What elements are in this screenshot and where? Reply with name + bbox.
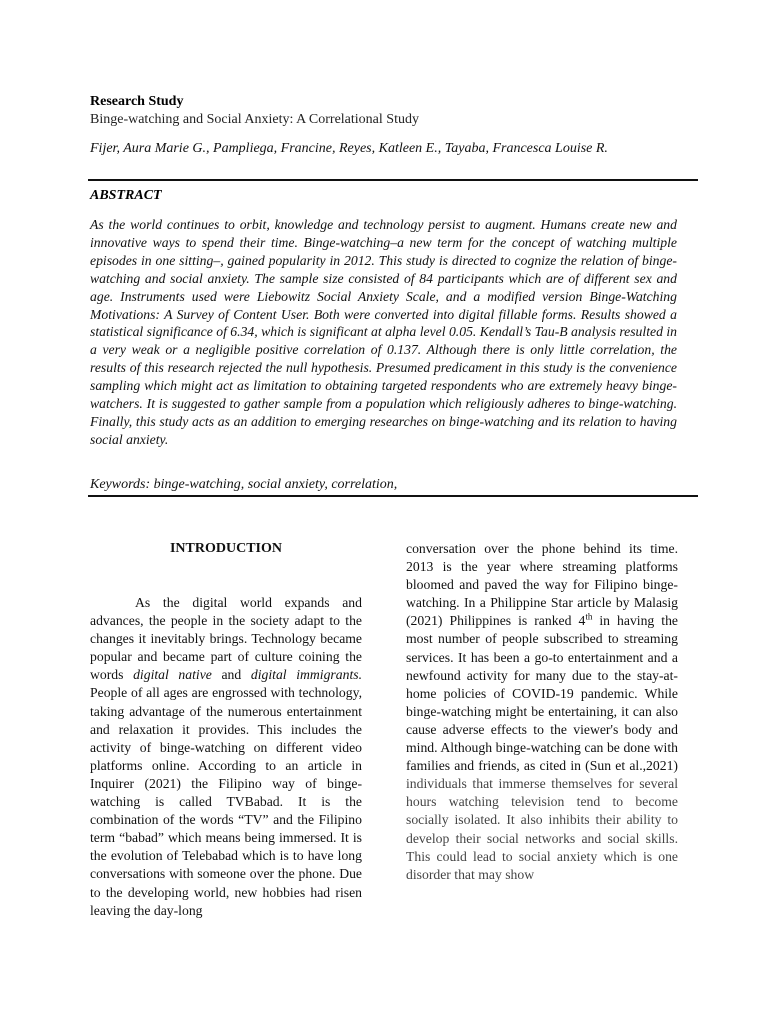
right-text-a: conversation over the phone behind its time. 2013 is the year where streaming platforms bloomed and paved the way for Filipino binge-watching. In a Philippine Star article by Malasig (2021) Philippines is ranked 4 <box>406 541 678 629</box>
intro-paragraph-continued <box>406 540 678 884</box>
right-column <box>406 540 678 884</box>
left-column <box>90 540 362 920</box>
term-digital-immigrants: digital immigrants. <box>250 667 362 683</box>
right-text-c: individuals that immerse themselves for several hours watching television tend to become socially isolated. It also inhibits their ability to develop their social networks and social skills. This could lead to social anxiety which is one disorder that may show <box>406 776 678 882</box>
author-list: Fijer, Aura Marie G., Pampliega, Francine, Reyes, Katleen E., Tayaba, Francesca Louise R. <box>90 141 608 156</box>
abstract-body: As the world continues to orbit, knowledge and technology persist to augment. Humans create new and innovative ways to spend their time. Binge-watching–a new term for the concept of watching multiple episodes in one sitting–, gained popularity in 2012. This study is directed to cognize the relation of binge-watching and social anxiety. The sample size consisted of 84 participants which are of different sex and age. Instruments used were Liebowitz Social Anxiety Scale, and a modified version Binge-Watching Motivations: A Survey of Content User. Both were converted into digital fillable forms. Results showed a statistical significance of 6.34, which is significant at alpha level 0.05. Kendall’s Tau-B analysis resulted in a very weak or a negligible positive correlation of 0.137. Although there is only little correlation, the results of this research rejected the null hypothesis. Presumed predicament in this study is the convenience sampling which might act as limitation to obtaining targeted respondents who are extremely heavy binge-watchers. It is suggested to gather sample from a population which religiously adheres to binge-watching. Finally, this study acts as an addition to emerging researches on binge-watching and its relation to having social anxiety. <box>90 217 677 447</box>
right-text-b: in having the most number of people subscribed to streaming services. It has been a go-to entertainment and a newfound activity for many due to the stay-at-home policies of COVID-19 pandemic. While binge-watching might be entertaining, it can also cause adverse effects to the viewer's body and mind. Although binge-watching can be done with families and friends, as cited in (Sun et al.,2021) <box>406 613 679 774</box>
paper-title: Binge-watching and Social Anxiety: A Correlational Study <box>90 112 419 127</box>
ordinal-superscript: th <box>585 611 593 622</box>
intro-text-a: As the digital world expands and advances, the people in the society adapt to the changes it inevitably brings. Technology became popular and became part of culture coining the words <box>90 595 362 683</box>
intro-paragraph-1 <box>90 594 362 920</box>
document-type-label: Research Study <box>90 94 184 109</box>
bottom-divider <box>88 495 698 497</box>
intro-text-b: People of all ages are engrossed with technology, taking advantage of the numerous entertainment and relaxation it provides. This includes the activity of binge-watching on different video platforms online. According to an article in Inquirer (2021) the Filipino way of binge-watching is called TVBabad. It is the combination of the words “TV” and the Filipino term “babad” which means being immersed. It is the evolution of Telebabad which is to have long conversations with someone over the phone. Due to the developing world, new hobbies had risen leaving the day-long <box>90 685 362 918</box>
keywords: Keywords: binge-watching, social anxiety, correlation, <box>90 477 398 492</box>
intro-text-and: and <box>211 667 251 683</box>
introduction-heading: INTRODUCTION <box>169 541 282 556</box>
top-divider <box>88 179 698 181</box>
term-digital-native: digital native <box>133 667 212 683</box>
abstract-heading: ABSTRACT <box>90 188 162 203</box>
